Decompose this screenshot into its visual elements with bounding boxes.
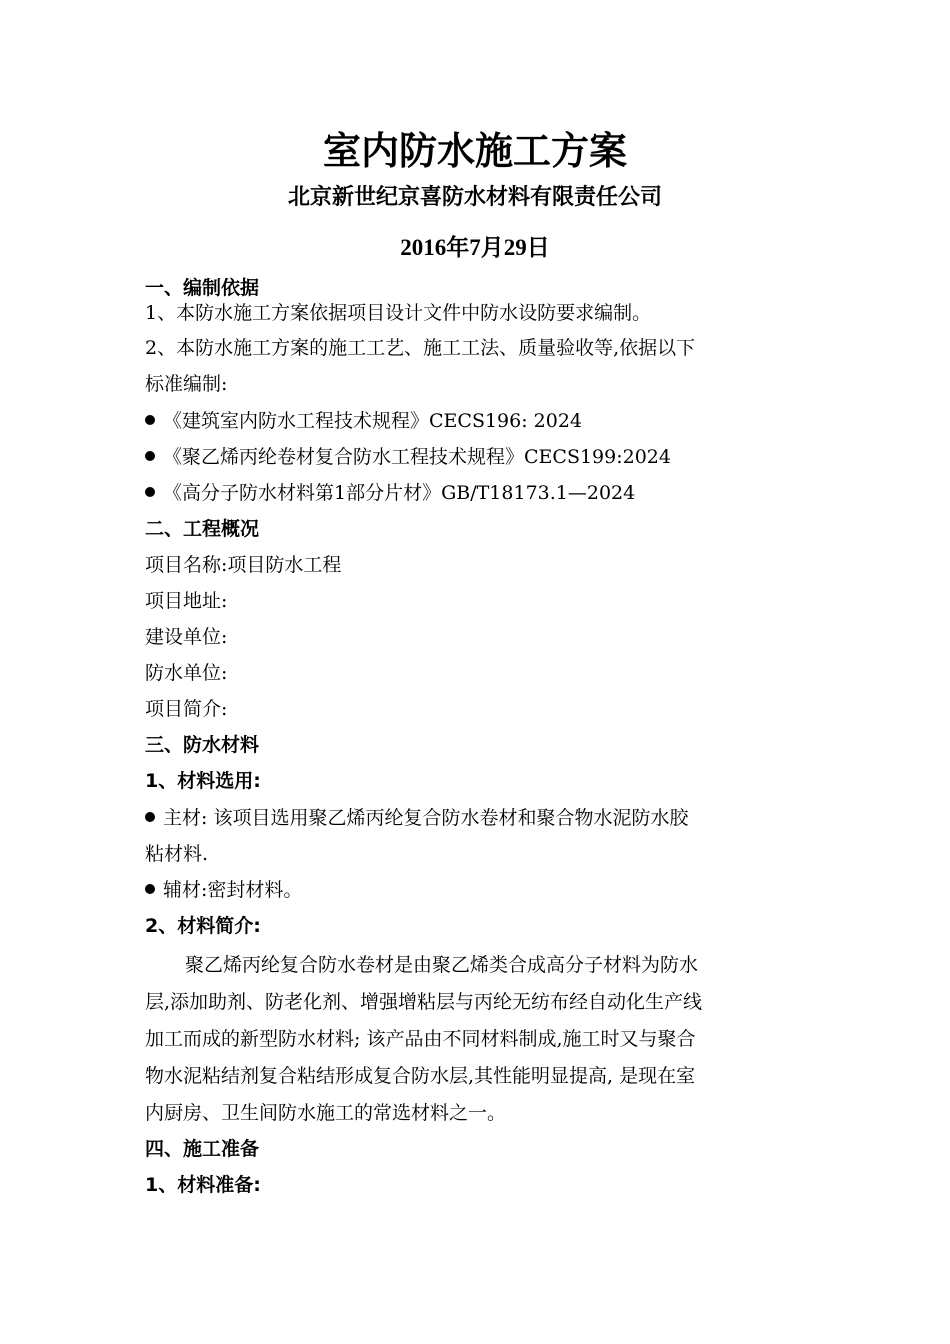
main-material-text: 主材: 该项目选用聚乙烯丙纶复合防水卷材和聚合物水泥防水胶 bbox=[163, 807, 689, 829]
material-intro-heading: 2、材料简介: bbox=[145, 915, 261, 937]
project-intro-field: 项目简介: bbox=[145, 698, 228, 720]
document-title: 室内防水施工方案 bbox=[322, 129, 627, 173]
section1-heading: 一、编制依据 bbox=[145, 277, 260, 299]
standard-item bbox=[145, 403, 815, 439]
project-name-field: 项目名称:项目防水工程 bbox=[145, 554, 342, 576]
aux-material-line bbox=[145, 872, 815, 908]
intro-paragraph-line: 聚乙烯丙纶复合防水卷材是由聚乙烯类合成高分子材料为防水 bbox=[185, 954, 699, 976]
bullet-icon bbox=[145, 812, 155, 822]
aux-material-text: 辅材:密封材料。 bbox=[163, 879, 303, 901]
main-material-line2: 粘材料. bbox=[145, 843, 209, 865]
material-prep-heading: 1、材料准备: bbox=[145, 1174, 261, 1196]
standard-item bbox=[145, 439, 815, 475]
bullet-icon bbox=[145, 451, 155, 461]
standard-item bbox=[145, 475, 815, 511]
section4-heading: 四、施工准备 bbox=[145, 1138, 260, 1160]
standard-text: 《高分子防水材料第1部分片材》GB/T18173.1—2024 bbox=[163, 482, 636, 504]
standard-text: 《建筑室内防水工程技术规程》CECS196: 2024 bbox=[163, 410, 583, 432]
intro-paragraph-line: 内厨房、卫生间防水施工的常选材料之一。 bbox=[145, 1102, 507, 1124]
section1-item2-line2: 标准编制: bbox=[145, 373, 228, 395]
material-selection-heading: 1、材料选用: bbox=[145, 770, 261, 792]
section2-heading: 二、工程概况 bbox=[145, 518, 260, 540]
intro-paragraph-line: 层,添加助剂、防老化剂、增强增粘层与丙纶无纺布经自动化生产线 bbox=[145, 991, 703, 1013]
bullet-icon bbox=[145, 884, 155, 894]
standard-text: 《聚乙烯丙纶卷材复合防水工程技术规程》CECS199:2024 bbox=[163, 446, 671, 468]
waterproof-unit-field: 防水单位: bbox=[145, 662, 228, 684]
intro-paragraph-line: 物水泥粘结剂复合粘结形成复合防水层,其性能明显提高, 是现在室 bbox=[145, 1065, 696, 1087]
project-address-field: 项目地址: bbox=[145, 590, 228, 612]
section3-heading: 三、防水材料 bbox=[145, 734, 260, 756]
section1-item2-line1: 2、本防水施工方案的施工工艺、施工工法、质量验收等,依据以下 bbox=[145, 337, 696, 359]
main-material-line1 bbox=[145, 800, 815, 836]
intro-paragraph-line: 加工而成的新型防水材料; 该产品由不同材料制成,施工时又与聚合 bbox=[145, 1028, 696, 1050]
company-name: 北京新世纪京喜防水材料有限责任公司 bbox=[287, 185, 662, 210]
bullet-icon bbox=[145, 487, 155, 497]
section1-item1: 1、本防水施工方案依据项目设计文件中防水设防要求编制。 bbox=[145, 302, 652, 324]
construction-unit-field: 建设单位: bbox=[145, 626, 228, 648]
bullet-icon bbox=[145, 415, 155, 425]
document-date: 2016年7月29日 bbox=[400, 235, 550, 260]
